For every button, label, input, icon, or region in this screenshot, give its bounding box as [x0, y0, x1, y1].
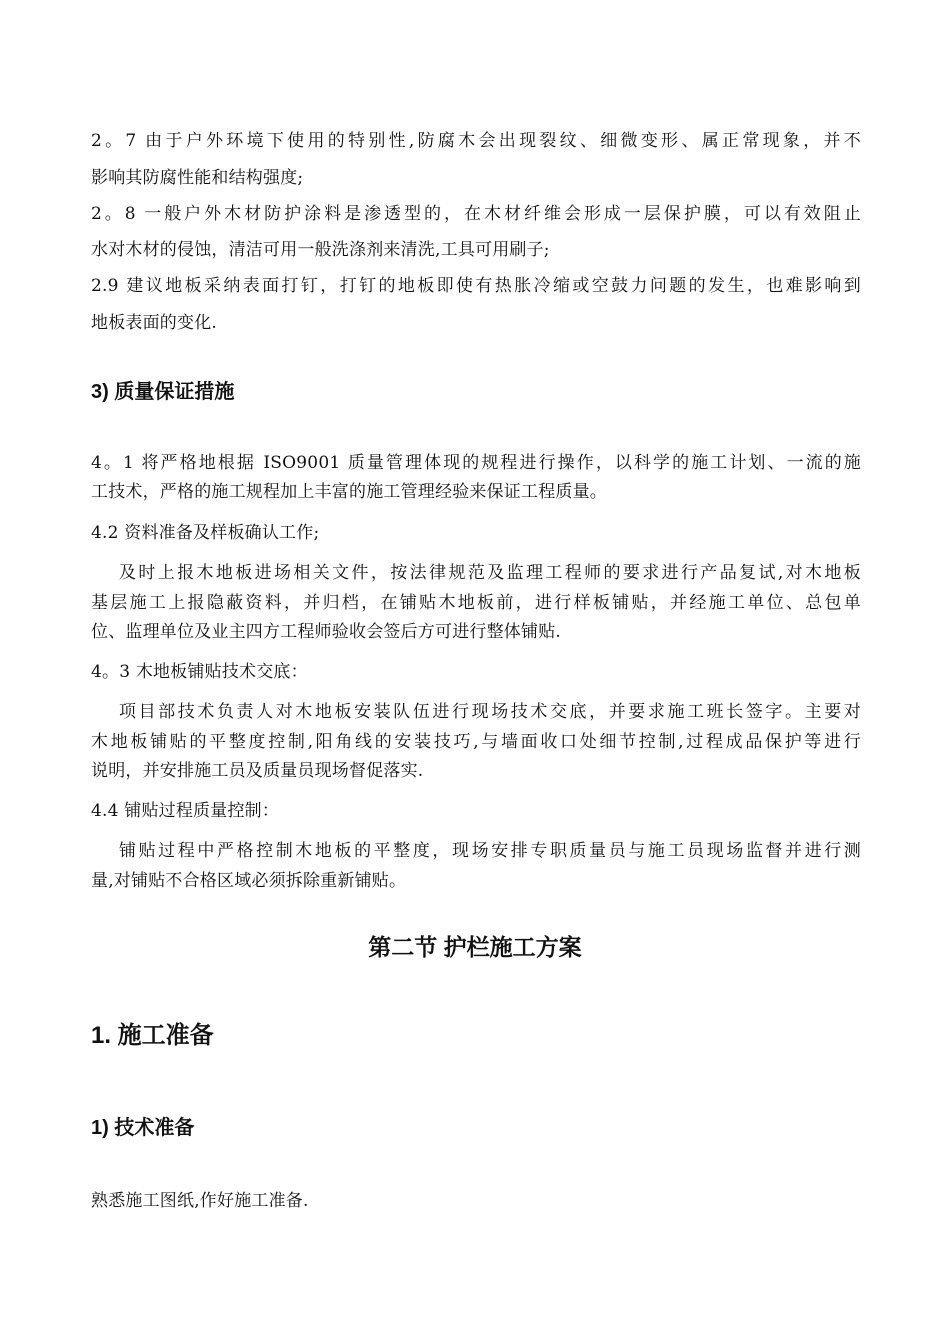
item-4-2-line-2: 基层施工上报隐蔽资料，并归档，在铺贴木地板前，进行样板铺贴，并经施工单位、总包单 [91, 593, 861, 613]
quality-heading: 3) 质量保证措施 [91, 381, 235, 403]
item-2-8-line-1: 2。8 一般户外木材防护涂料是渗透型的，在木材纤维会形成一层保护膜，可以有效阻止 [91, 204, 861, 224]
item-4-1-line-1: 4。1 将严格地根据 ISO9001 质量管理体现的规程进行操作，以科学的施工计划、一流的施 [91, 453, 861, 473]
item-4-3-line-3: 说明，并安排施工员及质量员现场督促落实. [91, 761, 424, 781]
item-4-3-line-1: 项目部技术负责人对木地板安装队伍进行现场技术交底，并要求施工班长签字。主要对 [119, 702, 861, 722]
item-2-7-line-1: 2。7 由于户外环境下使用的特别性,防腐木会出现裂纹、细微变形、属正常现象，并不 [91, 131, 861, 151]
section-title: 第二节 护栏施工方案 [368, 934, 582, 960]
item-4-3-title: 4。3 木地板铺贴技术交底： [91, 662, 308, 682]
item-4-4-title: 4.4 铺贴过程质量控制： [91, 801, 280, 821]
item-2-9-line-1: 2.9 建议地板采纳表面打钉，打钉的地板即使有热胀冷缩或空鼓力问题的发生，也难影响到 [91, 276, 861, 296]
item-4-3-line-2: 木地板铺贴的平整度控制,阳角线的安装技巧,与墙面收口处细节控制,过程成品保护等进行 [91, 732, 861, 752]
item-4-4-line-2: 量,对铺贴不合格区域必须拆除重新铺贴。 [91, 871, 407, 891]
item-4-2-line-3: 位、监理单位及业主四方工程师验收会签后方可进行整体铺贴. [91, 622, 562, 642]
tech-prep-heading: 1) 技术准备 [91, 1117, 195, 1139]
prep-heading: 1. 施工准备 [91, 1022, 214, 1049]
tech-prep-text: 熟悉施工图纸,作好施工准备. [91, 1191, 309, 1211]
item-4-4-line-1: 铺贴过程中严格控制木地板的平整度，现场安排专职质量员与施工员现场监督并进行测 [119, 841, 861, 861]
item-2-8-line-2: 水对木材的侵蚀，清洁可用一般洗涤剂来清洗,工具可用刷子; [91, 240, 550, 260]
item-4-2-title: 4.2 资料准备及样板确认工作; [91, 523, 320, 543]
item-2-7-line-2: 影响其防腐性能和结构强度; [91, 168, 304, 188]
item-2-9-line-2: 地板表面的变化. [91, 313, 218, 333]
item-4-2-line-1: 及时上报木地板进场相关文件，按法律规范及监理工程师的要求进行产品复试,对木地板 [119, 563, 861, 583]
item-4-1-line-2: 工技术，严格的施工规程加上丰富的施工管理经验来保证工程质量。 [91, 482, 607, 502]
